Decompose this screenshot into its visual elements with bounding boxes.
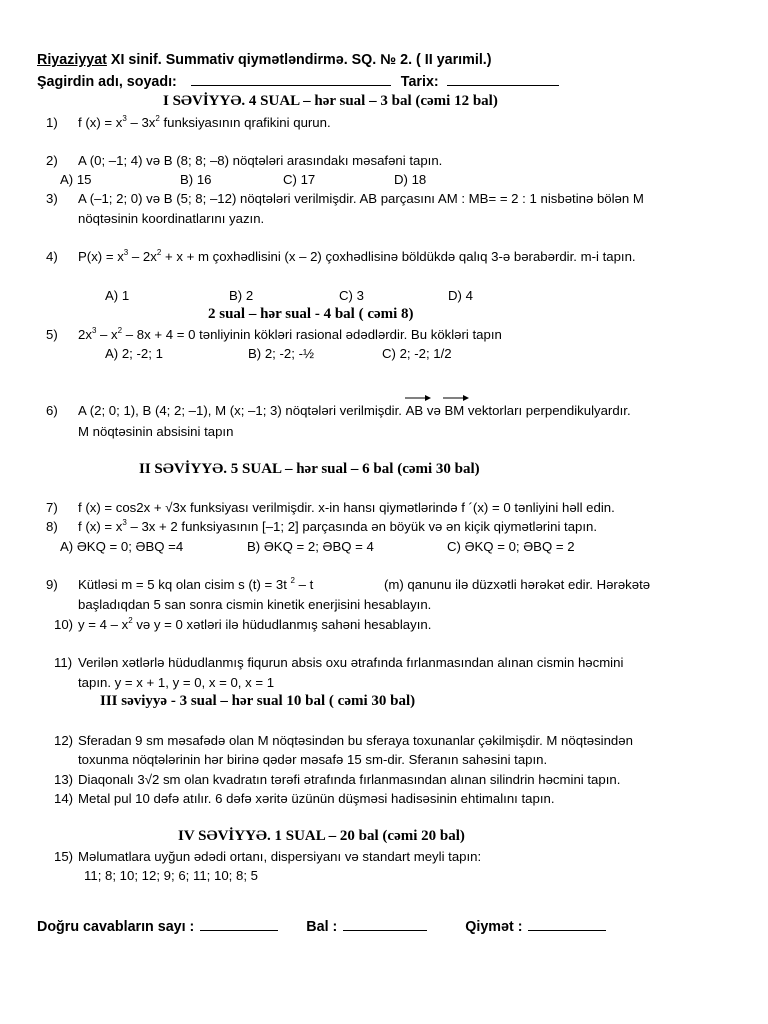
correct-count-field[interactable] [200,918,278,931]
question-text: Kütləsi m = 5 kq olan cisim s (t) = 3t $^2$ – t (m) qanunu ilə düzxətli hərəkət edir. Hərəkətə [78,575,651,592]
question-text: toxunma nöqtələrinin hər birinə qədər məsafə 15 sm-dir. Sferanın sahəsini tapın. [78,752,548,767]
option-c[interactable]: C) 3 [339,288,364,303]
subject-label: Riyaziyyat [37,52,107,68]
date-label: Tarix: [400,74,439,90]
student-name-label: Şagirdin adı, soyadı: [37,74,177,90]
question-text: başladıqdan 5 san sonra cismin kinetik enerjisini hesablayın. [78,597,432,612]
grade-label: Qiymət : [465,919,523,935]
question-number: 4) [46,249,58,264]
correct-count-label: Doğru cavabların sayı : [37,919,195,935]
question-number: 8) [46,519,58,534]
question-number: 12) [54,733,74,748]
score-footer [37,918,606,935]
question-text: M nöqtəsinin absisini tapın [78,424,234,439]
option-d[interactable]: D) 4 [448,288,473,303]
question-text: A (–1; 2; 0) və B (5; 8; –12) nöqtələri verilmişdir. AB parçasını AM : MB= = 2 : 1 nisbətinə bölən M [78,191,644,206]
question-text: nöqtəsinin koordinatlarını yazın. [78,211,265,226]
vector-ab: AB [406,403,424,419]
question-number: 3) [46,191,58,206]
question-text: $y = 4 - x^2$ və y = 0 xətləri ilə hüdudlanmış sahəni hesablayın. [78,615,432,632]
question-number: 10) [54,617,74,632]
option-a[interactable]: A) 15 [60,172,92,187]
option-c[interactable]: C) ƏKQ = 0; ƏBQ = 2 [447,539,575,554]
question-number: 7) [46,500,58,515]
question-text: A (2; 0; 1), B (4; 2; –1), M (x; –1; 3) nöqtələri verilmişdir. AB və BM vektorları perpendikulyardır. [78,403,631,419]
question-number: 14) [54,791,74,806]
data-values: 11; 8; 10; 12; 9; 6; 11; 10; 8; 5 [84,868,259,883]
option-b[interactable]: B) ƏKQ = 2; ƏBQ = 4 [247,539,374,554]
score-field[interactable] [343,918,427,931]
question-text: f $(x) = x^3 - 3x + 2$ funksiyasının [–1; 2] parçasında ən böyük və ən kiçik qiymətlərini tapın. [78,517,598,534]
question-text: Məlumatlara uyğun ədədi ortanı, dispersiyanı və standart meyli tapın: [78,849,482,864]
grade-field[interactable] [528,918,606,931]
question-number: 15) [54,849,74,864]
question-number: 9) [46,577,58,592]
title-rest: XI sinif. Summativ qiymətləndirmə. SQ. № 2. ( II yarımil.) [106,52,492,68]
section-1-heading: I SƏVİYYƏ. 4 SUAL – hər sual – 3 bal (cəmi 12 bal) [163,93,498,109]
question-number: 1) [46,115,58,130]
section-1b-heading: 2 sual – hər sual - 4 bal ( cəmi 8) [208,306,414,322]
vector-arrow-icon [404,394,432,402]
question-text: f (x) = cos2x + √3x funksiyası verilmişdir. x-in hansı qiymətlərində f ´(x) = 0 tənliyini həll edin. [78,500,615,515]
vector-arrow-icon [442,394,470,402]
question-number: 6) [46,403,58,418]
option-b[interactable]: B) 2; -2; -½ [248,346,314,361]
question-text: f $(x) = x^3 - 3x^2$ funksiyasının qrafikini qurun. [78,113,331,130]
question-text: $2x^3 - x^2 - 8x + 4 = 0$ tənliyinin kökləri rasional ədədlərdir. Bu kökləri tapın [78,325,502,342]
option-b[interactable]: B) 2 [229,288,254,303]
option-a[interactable]: A) 2; -2; 1 [105,346,163,361]
option-c[interactable]: C) 2; -2; 1/2 [382,346,452,361]
student-name-field[interactable] [191,73,391,86]
question-text: Metal pul 10 dəfə atılır. 6 dəfə xəritə üzünün düşməsi hadisəsinin ehtimalını tapın. [78,791,555,806]
question-text: A (0; –1; 4) və B (8; 8; –8) nöqtələri arasındakı məsafəni tapın. [78,153,443,168]
worksheet-title [37,52,492,68]
question-text: Sferadan 9 sm məsafədə olan M nöqtəsindən bu sferaya toxunanlar çəkilmişdir. M nöqtəsindən [78,733,633,748]
section-2-heading: II SƏVİYYƏ. 5 SUAL – hər sual – 6 bal (cəmi 30 bal) [139,461,480,477]
section-3-heading: III səviyyə - 3 sual – hər sual 10 bal ( cəmi 30 bal) [100,693,416,709]
student-line [37,73,559,90]
option-b[interactable]: B) 16 [180,172,212,187]
date-field[interactable] [447,73,559,86]
option-a[interactable]: A) ƏKQ = 0; ƏBQ =4 [60,539,184,554]
question-text: Diaqonalı 3√2 sm olan kvadratın tərəfi ətrafında fırlanmasından alınan silindrin həcmini tapın. [78,772,621,787]
option-d[interactable]: D) 18 [394,172,427,187]
option-c[interactable]: C) 17 [283,172,316,187]
question-number: 11) [54,655,73,670]
score-label: Bal : [306,919,338,935]
question-text: tapın. y = x + 1, y = 0, x = 0, x = 1 [78,675,275,690]
question-text: $P(x) = x^3 - 2x^2 + x + m$ çoxhədlisini (x – 2) çoxhədlisinə böldükdə qalıq 3-ə bərabərdir. m-i tapın. [78,247,636,264]
option-a[interactable]: A) 1 [105,288,130,303]
question-number: 13) [54,772,74,787]
question-number: 2) [46,153,58,168]
question-text: Verilən xətlərlə hüdudlanmış fiqurun absis oxu ətrafında fırlanmasından alınan cismin həcmini [78,655,624,670]
question-number: 5) [46,327,58,342]
section-4-heading: IV SƏVİYYƏ. 1 SUAL – 20 bal (cəmi 20 bal) [178,828,465,844]
vector-bm: BM [444,403,464,419]
